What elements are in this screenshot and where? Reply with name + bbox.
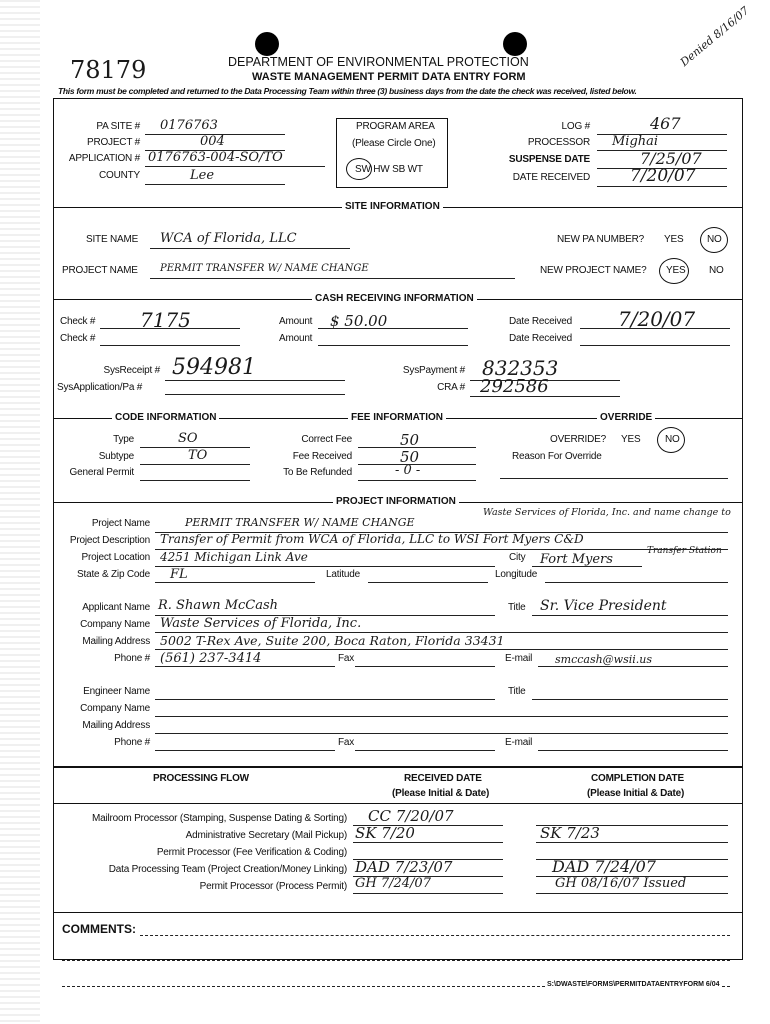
project-location-value[interactable]: 4251 Michigan Link Ave — [160, 550, 308, 564]
project-name-value[interactable]: PERMIT TRANSFER W/ NAME CHANGE — [160, 263, 369, 274]
override-q-label: OVERRIDE? — [550, 434, 606, 445]
override-heading: OVERRIDE — [597, 412, 655, 423]
program-area-options[interactable]: SW HW SB WT — [355, 164, 423, 175]
log-label: LOG # — [561, 121, 590, 132]
engineer-fax-line — [355, 750, 495, 751]
flow-received-heading: RECEIVED DATE — [404, 773, 482, 784]
pa-site-value[interactable]: 0176763 — [160, 118, 218, 133]
project-label: PROJECT # — [86, 137, 140, 148]
sysapp-line — [165, 394, 345, 395]
applicant-value[interactable]: R. Shawn McCash — [158, 598, 279, 613]
date1-label: Date Received — [509, 316, 572, 327]
punch-hole — [255, 32, 279, 56]
project-location-line — [155, 566, 495, 567]
override-reason-line — [500, 478, 728, 479]
syspayment-value[interactable]: 832353 — [482, 356, 559, 380]
site-name-line — [150, 248, 350, 249]
date1-value[interactable]: 7/20/07 — [618, 307, 696, 331]
flow-completion-heading: COMPLETION DATE — [591, 773, 684, 784]
fee-heading: FEE INFORMATION — [348, 412, 446, 423]
subtype-label: Subtype — [98, 451, 134, 462]
flow-row-completed[interactable]: SK 7/23 — [540, 824, 600, 842]
latitude-label: Latitude — [326, 569, 360, 580]
sysreceipt-value[interactable]: 594981 — [172, 355, 256, 380]
state-zip-value[interactable]: FL — [170, 567, 188, 582]
comments-label: COMMENTS: — [62, 922, 136, 936]
date2-label: Date Received — [509, 333, 572, 344]
phone-line — [155, 666, 335, 667]
new-project-yes[interactable]: YES — [666, 265, 686, 276]
subtype-value[interactable]: TO — [188, 448, 208, 463]
comments-line[interactable] — [62, 960, 730, 961]
site-name-label: SITE NAME — [86, 234, 139, 245]
flow-completion-sub: (Please Initial & Date) — [587, 788, 685, 799]
state-zip-line — [155, 582, 315, 583]
program-area-label: PROGRAM AREA — [356, 121, 435, 132]
amount2-line — [318, 345, 468, 346]
company-label: Company Name — [80, 619, 150, 630]
check2-line — [100, 345, 240, 346]
general-permit-line — [140, 480, 250, 481]
program-area-hint: (Please Circle One) — [352, 138, 436, 149]
footer-path: S:\DWASTE\FORMS\PERMITDATAENTRYFORM 6/04 — [547, 981, 720, 988]
log-value[interactable]: 467 — [650, 114, 681, 133]
engineer-fax-label: Fax — [338, 737, 355, 748]
site-name-value[interactable]: WCA of Florida, LLC — [160, 231, 297, 246]
corner-note: Denied 8/16/07 — [677, 4, 752, 69]
date-received-value[interactable]: 7/20/07 — [630, 166, 696, 186]
project-name-line — [150, 278, 515, 279]
check1-label: Check # — [60, 316, 96, 327]
pa-site-label: PA SITE # — [96, 121, 140, 132]
engineer-phone-line — [155, 750, 335, 751]
cra-line — [470, 396, 620, 397]
subtype-line — [140, 464, 250, 465]
flow-row-label: Administrative Secretary (Mail Pickup) — [185, 830, 347, 841]
city-value[interactable]: Fort Myers — [540, 552, 613, 567]
flow-row-completed[interactable]: GH 08/16/07 Issued — [555, 876, 687, 891]
city-line — [532, 566, 642, 567]
state-zip-label: State & Zip Code — [77, 569, 150, 580]
flow-heading: PROCESSING FLOW — [153, 773, 249, 784]
project-name-value-2[interactable]: PERMIT TRANSFER W/ NAME CHANGE — [185, 516, 415, 529]
flow-subdivider — [53, 803, 743, 804]
sysreceipt-label: SysReceipt # — [103, 365, 160, 376]
engineer-mailing-line — [155, 733, 728, 734]
comments-divider — [53, 912, 743, 913]
override-yes[interactable]: YES — [621, 434, 641, 445]
engineer-phone-label: Phone # — [114, 737, 150, 748]
county-value[interactable]: Lee — [190, 168, 215, 183]
new-pa-no[interactable]: NO — [707, 234, 722, 245]
refund-label: To Be Refunded — [283, 467, 352, 478]
date-received-label: DATE RECEIVED — [512, 172, 590, 183]
amount2-label: Amount — [279, 333, 313, 344]
department-title: DEPARTMENT OF ENVIRONMENTAL PROTECTION — [228, 55, 529, 69]
sysreceipt-line — [165, 380, 345, 381]
new-pa-label: NEW PA NUMBER? — [557, 234, 645, 245]
project-value[interactable]: 004 — [200, 134, 225, 149]
fax-line — [355, 666, 495, 667]
flow-row-received[interactable]: CC 7/20/07 — [368, 807, 454, 825]
project-desc-label: Project Description — [69, 535, 150, 546]
processor-value[interactable]: Mighai — [612, 134, 659, 149]
new-project-yes-circle — [659, 258, 689, 284]
form-number: 78179 — [70, 56, 147, 84]
code-heading: CODE INFORMATION — [112, 412, 219, 423]
flow-row-received[interactable]: DAD 7/23/07 — [355, 858, 453, 876]
flow-completed-line — [536, 842, 728, 843]
type-value[interactable]: SO — [178, 431, 198, 446]
project-desc-value[interactable]: Transfer of Permit from WCA of Florida, LLC to WSI Fort Myers C&D — [160, 532, 584, 546]
project-location-label: Project Location — [81, 552, 150, 563]
amount1-value[interactable]: $ 50.00 — [330, 312, 388, 330]
cra-value[interactable]: 292586 — [480, 376, 549, 397]
mailing-value[interactable]: 5002 T-Rex Ave, Suite 200, Boca Raton, Florida 33431 — [160, 633, 505, 648]
application-value[interactable]: 0176763-004-SO/TO — [148, 150, 283, 165]
latitude-line — [368, 582, 488, 583]
type-label: Type — [113, 434, 134, 445]
syspayment-label: SysPayment # — [402, 365, 465, 376]
application-label: APPLICATION # — [68, 153, 140, 164]
project-heading: PROJECT INFORMATION — [333, 496, 459, 507]
mailing-line — [155, 649, 728, 650]
engineer-mailing-label: Mailing Address — [82, 720, 150, 731]
applicant-title-line — [532, 615, 728, 616]
company-value[interactable]: Waste Services of Florida, Inc. — [160, 616, 362, 631]
suspense-label: SUSPENSE DATE — [508, 154, 590, 165]
project-desc-note: Transfer Station — [647, 546, 722, 556]
email-line — [538, 666, 728, 667]
county-line — [145, 184, 285, 185]
engineer-company-label: Company Name — [80, 703, 150, 714]
check2-label: Check # — [60, 333, 96, 344]
engineer-company-line — [155, 716, 728, 717]
project-name-label-2: Project Name — [91, 518, 150, 529]
comments-line[interactable] — [140, 935, 730, 936]
project-name-note: Waste Services of Florida, Inc. and name change to — [483, 507, 731, 518]
flow-received-line — [353, 842, 503, 843]
engineer-email-label: E-mail — [505, 737, 533, 748]
general-permit-label: General Permit — [69, 467, 134, 478]
application-line — [145, 166, 325, 167]
flow-row-received[interactable]: SK 7/20 — [355, 824, 415, 842]
engineer-title-line — [532, 699, 728, 700]
flow-row-label: Mailroom Processor (Stamping, Suspense Dating & Sorting) — [91, 813, 347, 824]
applicant-title-value[interactable]: Sr. Vice President — [540, 598, 667, 614]
fee-received-label: Fee Received — [292, 451, 352, 462]
correct-fee-label: Correct Fee — [301, 434, 352, 445]
flow-row-received[interactable]: GH 7/24/07 — [355, 876, 431, 891]
project-name-label: PROJECT NAME — [62, 265, 138, 276]
engineer-line — [155, 699, 495, 700]
amount1-label: Amount — [279, 316, 313, 327]
site-heading: SITE INFORMATION — [342, 201, 443, 212]
flow-received-sub: (Please Initial & Date) — [392, 788, 490, 799]
flow-divider — [53, 766, 743, 768]
override-reason-label: Reason For Override — [512, 451, 602, 462]
engineer-title-label: Title — [508, 686, 526, 697]
engineer-label: Engineer Name — [83, 686, 150, 697]
applicant-label: Applicant Name — [82, 602, 150, 613]
flow-row-label: Data Processing Team (Project Creation/Money Linking) — [108, 864, 347, 875]
override-no-circle — [657, 427, 685, 453]
city-label: City — [509, 552, 526, 563]
sysapp-label: SysApplication/Pa # — [57, 382, 143, 393]
date2-line — [580, 345, 730, 346]
fax-label: Fax — [338, 653, 355, 664]
check1-line — [100, 328, 240, 329]
flow-completed-line — [536, 893, 728, 894]
new-pa-no-circle — [700, 227, 728, 253]
form-title: WASTE MANAGEMENT PERMIT DATA ENTRY FORM — [252, 71, 526, 83]
mailing-label: Mailing Address — [82, 636, 150, 647]
flow-row-completed[interactable]: DAD 7/24/07 — [552, 857, 656, 876]
new-project-label: NEW PROJECT NAME? — [540, 265, 647, 276]
program-sw-circle — [346, 158, 372, 180]
phone-value[interactable]: (561) 237-3414 — [160, 651, 262, 666]
date-received-line — [597, 186, 727, 187]
applicant-title-label: Title — [508, 602, 526, 613]
new-project-no[interactable]: NO — [709, 265, 724, 276]
punch-hole — [503, 32, 527, 56]
county-label: COUNTY — [98, 170, 140, 181]
longitude-label: Longitude — [495, 569, 538, 580]
scan-edge-artifact — [0, 0, 40, 1024]
longitude-line — [545, 582, 728, 583]
amount1-line — [318, 328, 468, 329]
cash-heading: CASH RECEIVING INFORMATION — [312, 293, 477, 304]
engineer-email-line — [538, 750, 728, 751]
override-no[interactable]: NO — [665, 434, 680, 445]
flow-row-label: Permit Processor (Fee Verification & Coding) — [156, 847, 347, 858]
processor-label: PROCESSOR — [527, 137, 590, 148]
email-value[interactable]: smccash@wsii.us — [555, 653, 653, 666]
email-label: E-mail — [505, 653, 533, 664]
flow-received-line — [353, 893, 503, 894]
refund-value[interactable]: - 0 - — [395, 463, 421, 478]
new-pa-yes[interactable]: YES — [664, 234, 684, 245]
instructions-note: This form must be completed and returned to the Data Processing Team within three (3) business days from the date the check was received, listed below. — [58, 86, 637, 96]
suspense-value[interactable]: 7/25/07 — [640, 149, 702, 168]
phone-label: Phone # — [114, 653, 150, 664]
correct-fee-value[interactable]: 50 — [400, 431, 420, 449]
refund-line — [358, 480, 476, 481]
date1-line — [580, 328, 730, 329]
cra-label: CRA # — [437, 382, 465, 393]
fee-received-value[interactable]: 50 — [400, 448, 420, 466]
check1-value[interactable]: 7175 — [140, 308, 191, 332]
flow-row-label: Permit Processor (Process Permit) — [199, 881, 347, 892]
